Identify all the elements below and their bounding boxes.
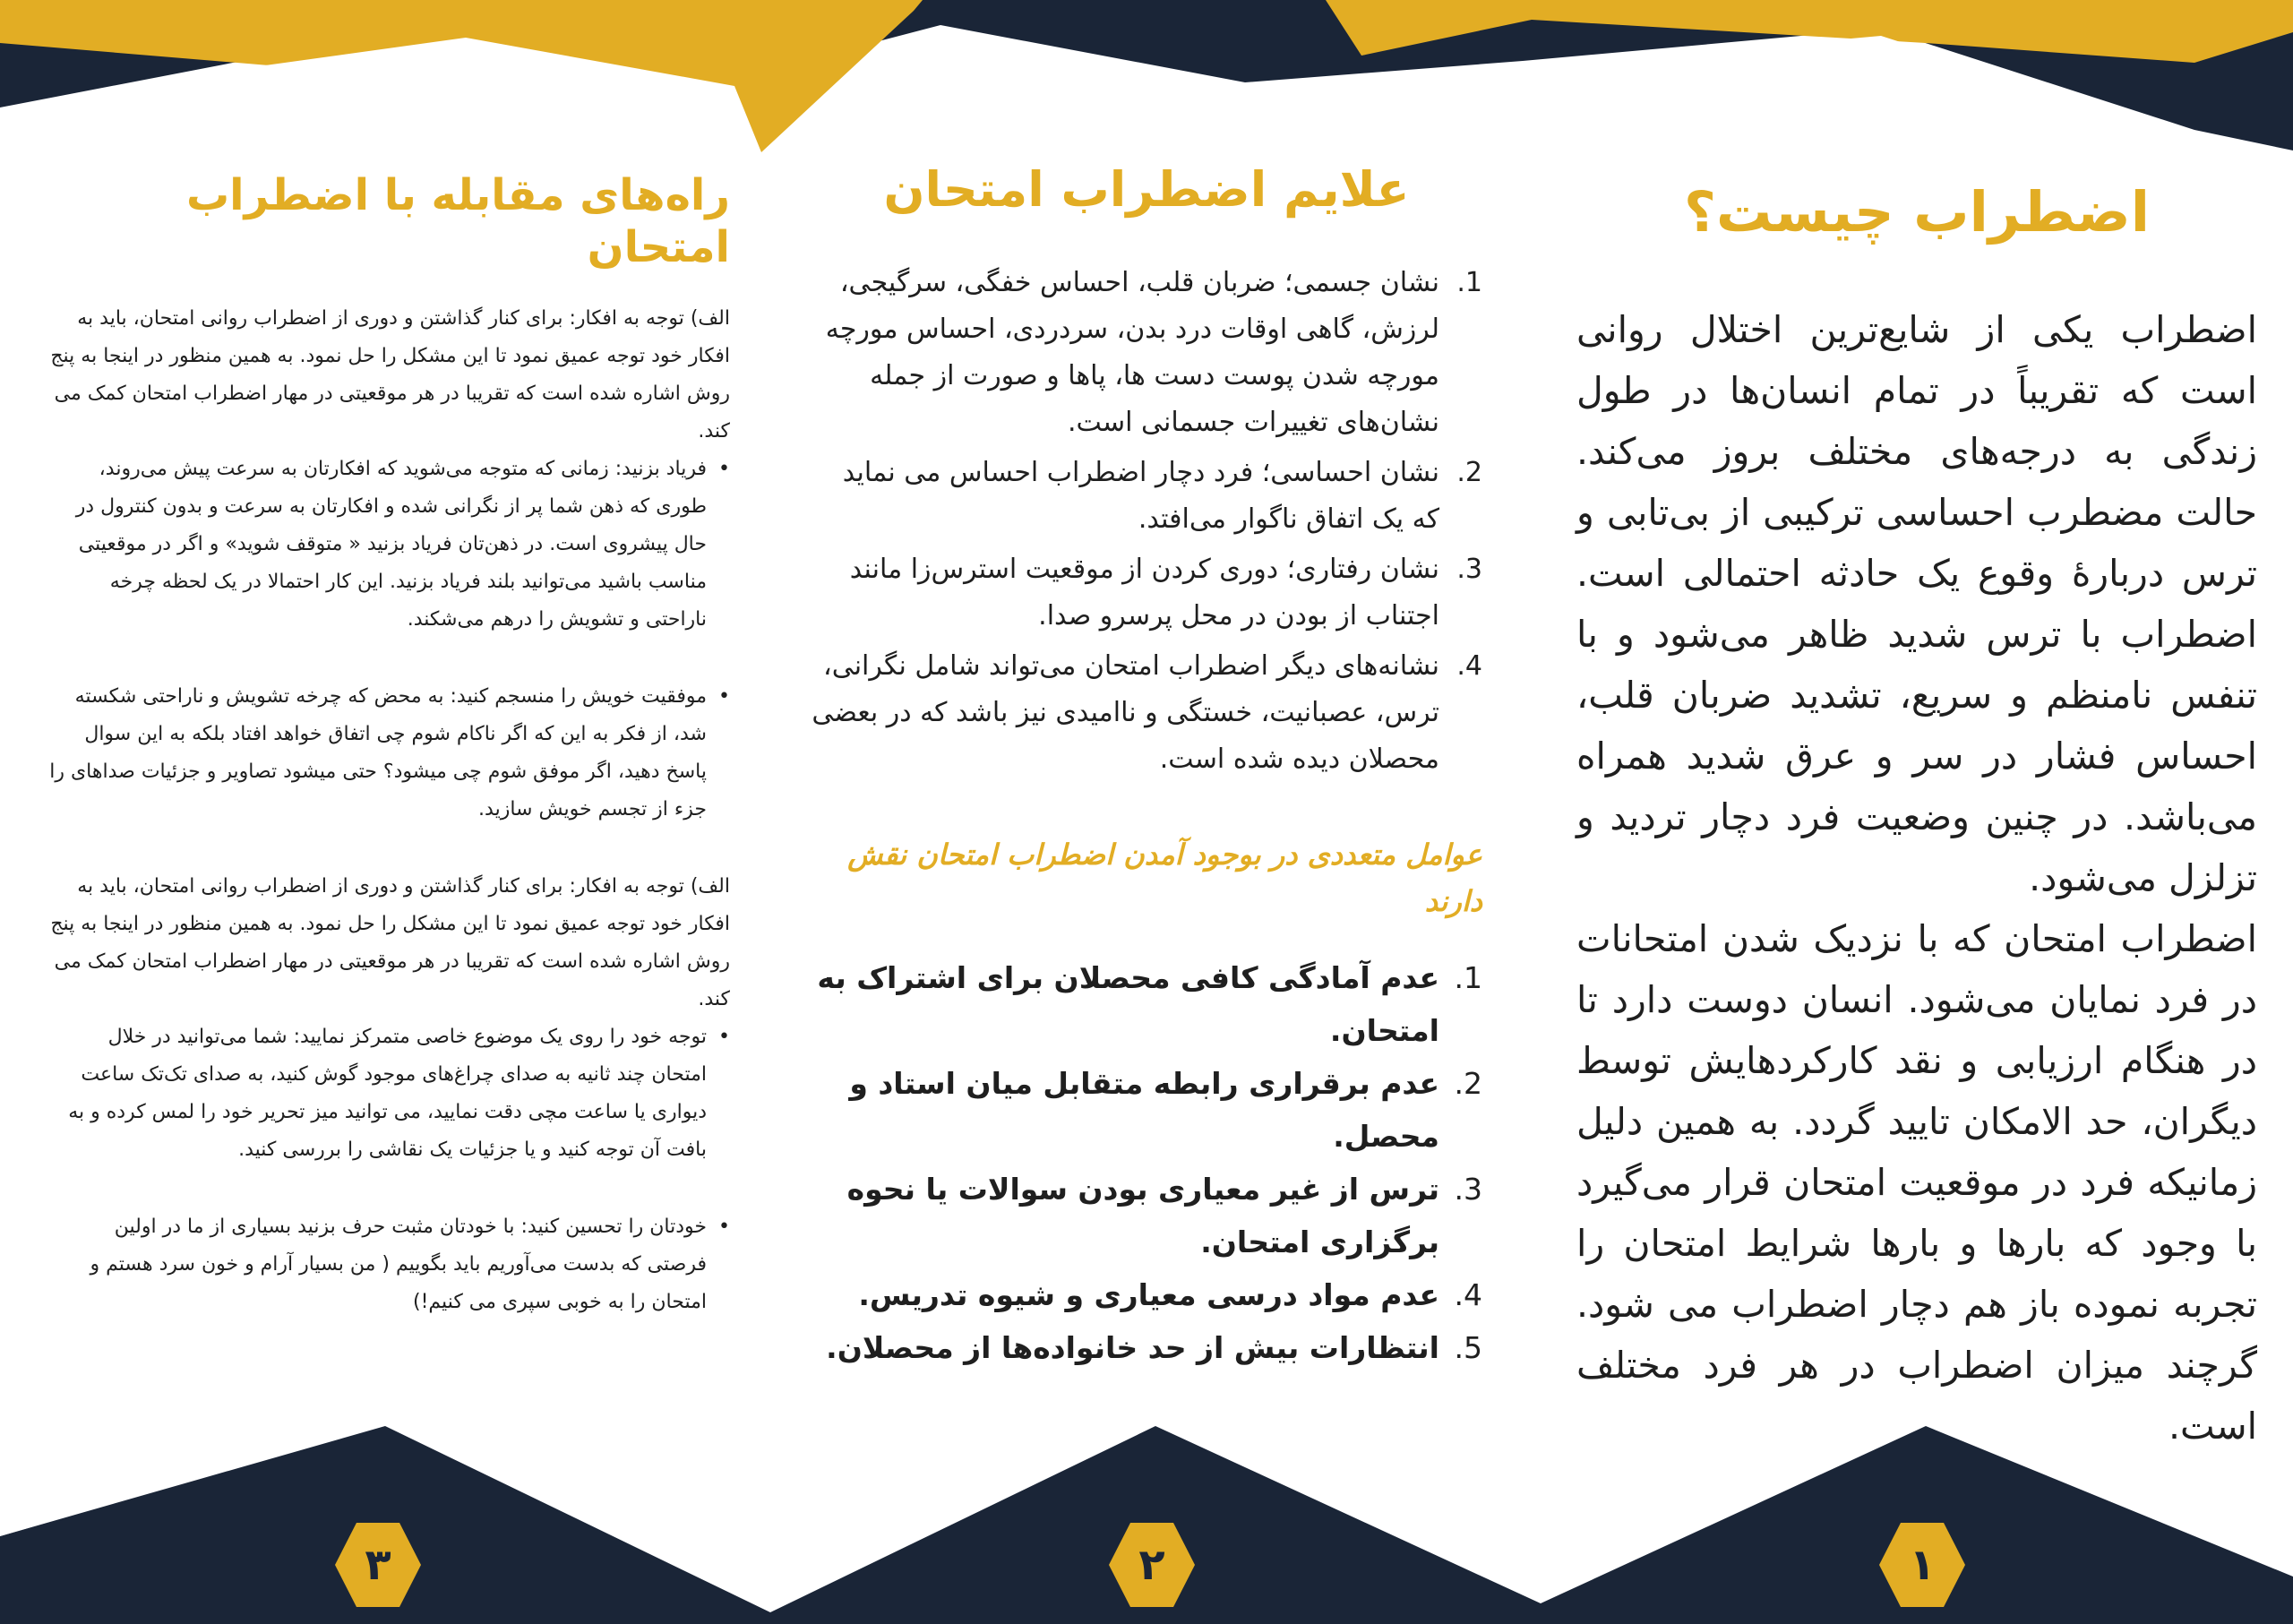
factor-item (811, 1321, 1482, 1374)
symptom-text: نشان رفتاری؛ دوری کردن از موقعیت استرس‌زا مانند اجتناب از بودن در محل پرسرو صدا. (849, 553, 1439, 632)
spacer (49, 1169, 730, 1208)
factors-subtitle: عوامل متعددی در بوجود آمدن اضطراب امتحان نقش دارند (847, 837, 1482, 918)
factor-item (811, 951, 1482, 1057)
symptoms-list (811, 260, 1482, 783)
coping-bullet: • فریاد بزنید: زمانی که متوجه می‌شوید که افکارتان به سرعت پیش می‌روند، طوری که ذهن شما پر از نگرانی شده و افکارتان به سرعت و بدون کنترول در حال پیشروی است. در ذهن‌تان فریاد بزنید « متوقف شوید» و اگر در موقعیتی مناسب باشید می‌توانید بلند فریاد بزنید. این کار احتمالا در یک لحظه چرخه ناراحتی و تشویش را درهم می‌شکند. (49, 451, 730, 639)
factor-text: عدم مواد درسی معیاری و شیوه تدریس. (858, 1276, 1439, 1312)
symptom-text: نشانه‌های دیگر اضطراب امتحان می‌تواند شامل نگرانی، ترس، عصبانیت، خستگی و ناامیدی نیز باشد که در بعضی محصلان دیده شده است. (812, 649, 1439, 775)
factor-number: 1. (1454, 959, 1482, 995)
factor-number: 3. (1454, 1171, 1482, 1207)
factor-text: عدم برقراری رابطه متقابل میان استاد و محصل. (849, 1065, 1439, 1154)
page-number-1: ۱ (1909, 1540, 1936, 1590)
factor-item (811, 1057, 1482, 1163)
symptom-number: 1. (1456, 266, 1482, 298)
coping-bullets-2 (49, 1018, 730, 1321)
panel2-title: علایم اضطراب امتحان (883, 161, 1410, 218)
panel-symptoms (811, 161, 1482, 1374)
page-number-3: ۳ (365, 1540, 391, 1590)
page-number-2: ۲ (1138, 1540, 1165, 1590)
symptom-text: نشان احساسی؛ فرد دچار اضطراب احساس می نماید که یک اتفاق ناگوار می‌افتد. (842, 456, 1439, 535)
spacer (49, 639, 730, 678)
factor-text: ترس از غیر معیاری بودن سوالات یا نحوه برگزاری امتحان. (846, 1171, 1439, 1259)
coping-intro-2: الف) توجه به افکار: برای کنار گذاشتن و دوری از اضطراب روانی امتحان، باید به افکار خود توجه عمیق نمود تا این مشکل را حل نمود. به همین منظور در اینجا به پنج روش اشاره شده است که تقریبا در هر موقعیتی در مهار اضطراب امتحان کمک می کند. (50, 875, 730, 1011)
factor-text: انتظارات بیش از حد خانواده‌ها از محصلان. (826, 1329, 1439, 1365)
factor-item (811, 1268, 1482, 1321)
panel-coping-strategies (49, 170, 730, 1321)
symptom-number: 3. (1456, 553, 1482, 585)
symptom-item (811, 260, 1482, 446)
coping-list (49, 300, 730, 1321)
coping-intro-1: الف) توجه به افکار: برای کنار گذاشتن و دوری از اضطراب روانی امتحان، باید به افکار خود توجه عمیق نمود تا این مشکل را حل نمود. به همین منظور در اینجا به پنج روش اشاره شده است که تقریبا در هر موقعیتی در مهار اضطراب امتحان کمک می کند. (50, 307, 730, 443)
coping-bullet: • خودتان را تحسین کنید: با خودتان مثبت حرف بزنید بسیاری از ما در اولین فرصتی که بدست می‌آوریم باید بگوییم ( من بسیار آرام و خون سرد هستم و امتحان را به خوبی سپری می کنیم!) (49, 1208, 730, 1321)
symptom-number: 2. (1456, 456, 1482, 488)
panel1-paragraph-2: اضطراب امتحان که با نزدیک شدن امتحانات در فرد نمایان می‌شود. انسان دوست دارد تا در هنگام ارزیابی و نقد کارکردهایش توسط دیگران، حد الامکان تایید گردد. به همین دلیل زمانیکه فرد در موقعیت امتحان قرار می‌گیرد با وجود که بارها و بارها شرایط امتحان را تجربه نموده باز هم دچار اضطراب می شود. گرچند میزان اضطراب در هر فرد مختلف است. (1576, 917, 2257, 1448)
symptom-item (811, 546, 1482, 640)
factors-list (811, 951, 1482, 1374)
symptom-item (811, 643, 1482, 783)
symptom-text: نشان جسمی؛ ضربان قلب، احساس خفگی، سرگیجی، لرزش، گاهی اوقات درد بدن، سردردی، احساس مورچه مورچه شدن پوست دست ها، پاها و صورت از جمله نشان‌های تغییرات جسمانی است. (825, 266, 1439, 438)
symptom-number: 4. (1456, 649, 1482, 682)
spacer (49, 829, 730, 868)
factor-number: 4. (1454, 1276, 1482, 1312)
factor-item (811, 1163, 1482, 1268)
coping-bullets-1 (49, 451, 730, 829)
coping-bullet: • توجه خود را روی یک موضوع خاصی متمرکز نمایید: شما می‌توانید در خلال امتحان چند ثانیه به صدای چراغ‌های موجود گوش کنید، به صدای تک‌تک ساعت دیواری یا ساعت مچی دقت نمایید، می توانید میز تحریر خود را لمس کرده و به بافت آن توجه کنید و یا جزئیات یک نقاشی را بررسی کنید. (49, 1018, 730, 1169)
panel1-paragraph: اضطراب یکی از شایع‌ترین اختلال روانی است که تقریباً در تمام انسان‌ها در طول زندگی به درجه‌های مختلف بروز می‌کند. حالت مضطرب احساسی ترکیبی از بی‌تابی و ترس دربارهٔ وقوع یک حادثه احتمالی است. اضطراب با ترس شدید ظاهر می‌شود و با تنفس نامنظم و سریع، تشدید ضربان قلب، احساس فشار در سر و عرق شدید همراه می‌باشد. در چنین وضعیت فرد دچار تردید و تزلزل می‌شود. (1576, 308, 2257, 900)
factor-number: 2. (1454, 1065, 1482, 1101)
panel-what-is-anxiety (1576, 179, 2257, 1456)
panel1-title: اضطراب چیست؟ (1684, 179, 2150, 245)
coping-bullet: • موفقیت خویش را منسجم کنید: به محض که چرخه تشویش و ناراحتی شکسته شد، از فکر به این که اگر ناکام شوم چی اتفاق خواهد افتاد بلکه به این سوال پاسخ دهید، اگر موفق شوم چی میشود؟ حتی میشود تصاویر و جزئیات صداهای را جزء از تجسم خویش سازید. (49, 678, 730, 829)
symptom-item (811, 450, 1482, 543)
panel3-title: راه‌های مقابله با اضطراب امتحان (185, 170, 730, 272)
factor-number: 5. (1454, 1329, 1482, 1365)
factor-text: عدم آمادگی کافی محصلان برای اشتراک به امتحان. (817, 959, 1439, 1048)
